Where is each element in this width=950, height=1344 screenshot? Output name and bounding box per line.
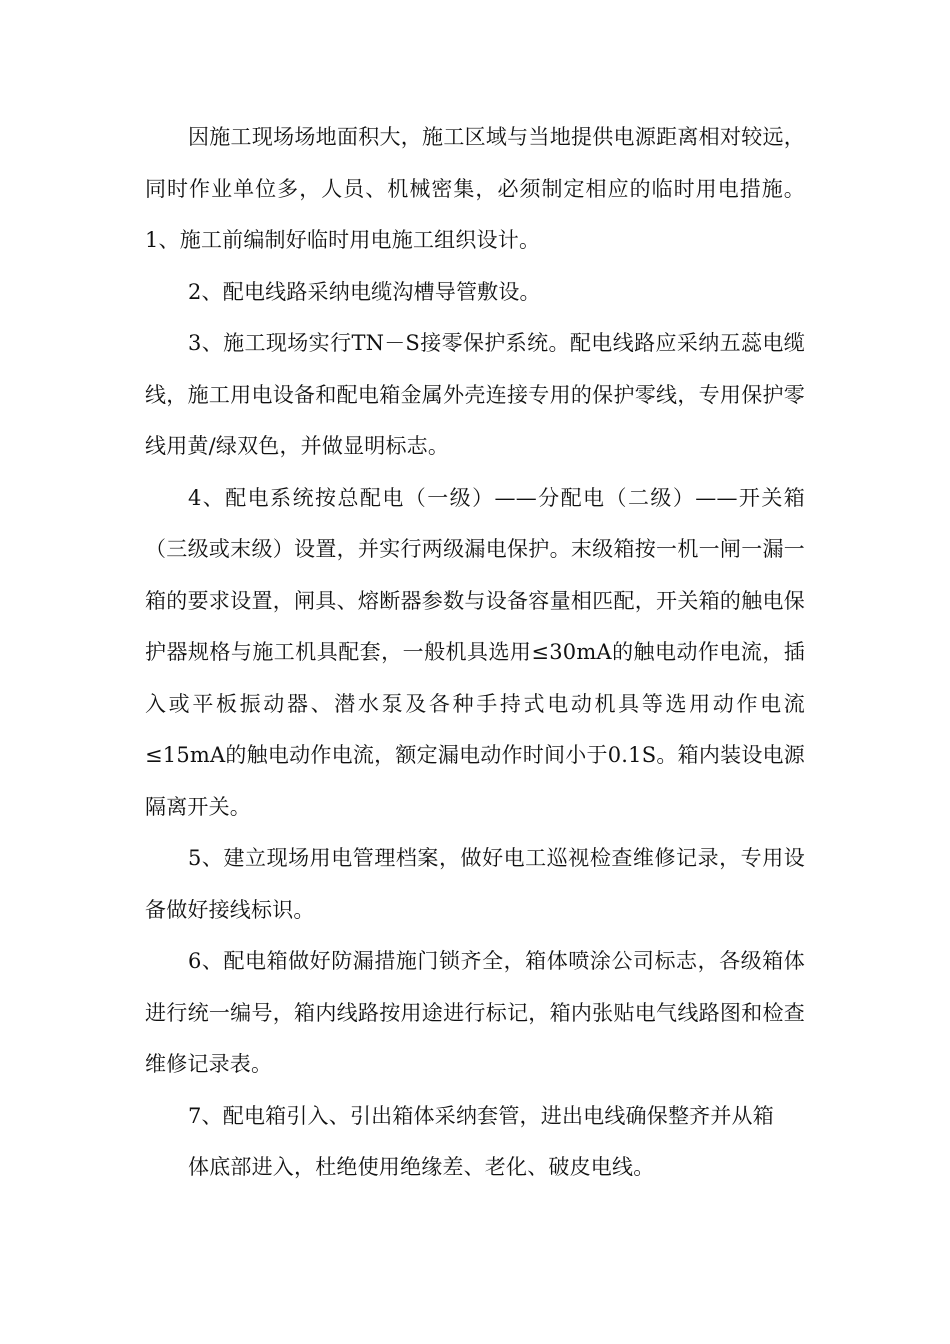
paragraph-item-5: 5、建立现场用电管理档案，做好电工巡视检查维修记录，专用设备做好接线标识。 — [145, 846, 805, 922]
document-body — [145, 112, 805, 1194]
paragraph-intro: 因施工现场场地面积大，施工区域与当地提供电源距离相对较远，同时作业单位多，人员、机械密集，必须制定相应的临时用电措施。1、施工前编制好临时用电施工组织设计。 — [145, 125, 805, 252]
paragraph-item-3: 3、施工现场实行TN－S接零保护系统。配电线路应采纳五蕊电缆线，施工用电设备和配电箱金属外壳连接专用的保护零线，专用保护零线用黄/绿双色，并做显明标志。 — [145, 331, 805, 458]
paragraph-item-2: 2、配电线路采纳电缆沟槽导管敷设。 — [188, 279, 541, 304]
paragraph-item-7-continued: 体底部进入，杜绝使用绝缘差、老化、破皮电线。 — [188, 1155, 655, 1179]
paragraph-item-7: 7、配电箱引入、引出箱体采纳套管，进出电线确保整齐并从箱 — [188, 1103, 774, 1128]
paragraph-item-4: 4、配电系统按总配电（一级）——分配电（二级）——开关箱（三级或末级）设置，并实行两级漏电保护。末级箱按一机一闸一漏一箱的要求设置，闸具、熔断器参数与设备容量相匹配，开关箱的触电保护器规格与施工机具配套，一般机具选用≤30mA的触电动作电流，插入或平板振动器、潜水泵及各种手持式电动机具等选用动作电流≤15mA的触电动作电流，额定漏电动作时间小于0.1S。箱内装设电源隔离开关。 — [145, 485, 805, 819]
paragraph-item-6: 6、配电箱做好防漏措施门锁齐全，箱体喷涂公司标志，各级箱体进行统一编号，箱内线路按用途进行标记，箱内张贴电气线路图和检查维修记录表。 — [145, 949, 805, 1076]
